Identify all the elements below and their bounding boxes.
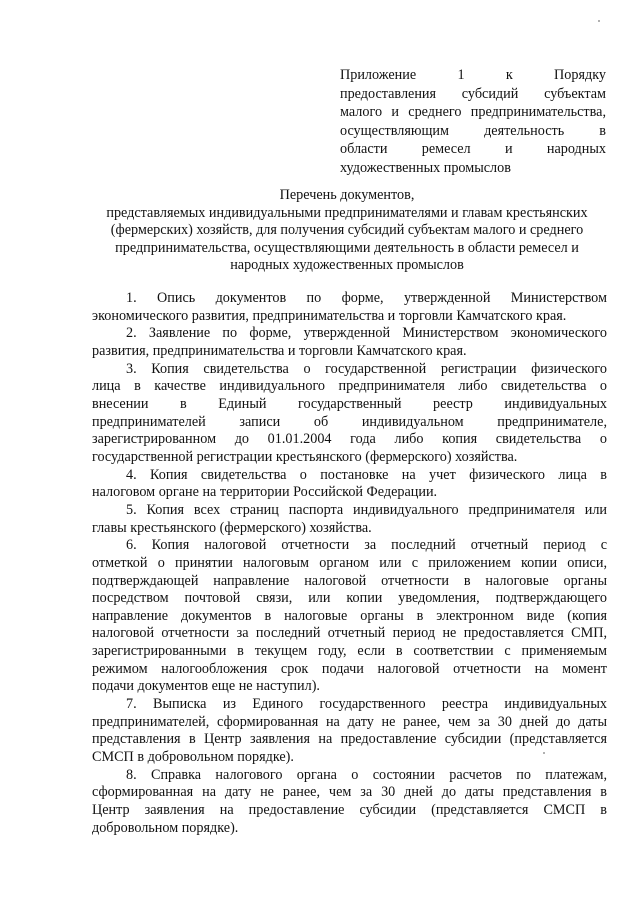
scan-speck [543, 752, 545, 754]
appendix-line: предоставления субсидий субъектам [340, 85, 606, 102]
list-item-line: добровольном порядке). [92, 819, 239, 836]
list-item-line: СМСП в добровольном порядке). [92, 749, 294, 766]
title-line: (фермерских) хозяйств, для получения субсидий субъектам малого и среднего [110, 222, 584, 239]
list-item [92, 537, 607, 696]
list-item-line: предпринимателей, сформированная на дату не ранее, чем за 30 дней до даты [92, 713, 607, 730]
appendix-line: осуществляющим деятельность в [340, 122, 606, 139]
list-item-line: 1. Опись документов по форме, утвержденной Министерством [126, 290, 607, 306]
list-item-line: развития, предпринимательства и торговли Камчатского края. [92, 342, 467, 359]
list-item-line: главы крестьянского (фермерского) хозяйства. [92, 519, 372, 536]
list-item [92, 767, 607, 838]
list-item [92, 696, 607, 767]
list-item-line: внесении в Единый государственный реестр индивидуальных [92, 395, 607, 412]
list-item-line: зарегистрированном до 01.01.2004 года либо копия свидетельства о [92, 431, 607, 448]
list-item-line: государственной регистрации крестьянского (фермерского) хозяйства. [92, 448, 518, 465]
list-item-line: зарегистрированными в текущем году, если в соответствии с применяемым [92, 643, 607, 660]
list-item-line: экономического развития, предпринимательства и торговли Камчатского края. [92, 307, 567, 324]
list-item [92, 502, 607, 537]
appendix-line: художественных промыслов [340, 159, 511, 176]
list-item [92, 325, 607, 360]
list-item-line: предпринимателей записи об индивидуальном предпринимателе, [92, 413, 607, 430]
list-item [92, 467, 607, 502]
list-item-line: посредством почтовой связи, или копии уведомления, подтверждающего [92, 590, 607, 607]
list-item-line: режимом налогообложения срок подачи налоговой отчетности на момент [92, 660, 607, 677]
appendix-line: области ремесел и народных [340, 141, 606, 158]
list-item-line: 3. Копия свидетельства о государственной регистрации физического [126, 360, 607, 377]
list-item [92, 361, 607, 467]
list-item-line: отметкой о принятии налоговым органом или с приложением копии описи, [92, 554, 607, 571]
list-item-line: 2. Заявление по форме, утвержденной Министерством экономического [126, 325, 607, 342]
title-line: представляемых индивидуальными предпринимателями и главам крестьянских [106, 204, 588, 221]
list-item-line: 7. Выписка из Единого государственного реестра индивидуальных [126, 696, 607, 713]
list-item-line: направление документов в налоговые органы в электронном виде (копия [92, 607, 607, 624]
scan-speck [598, 20, 600, 22]
appendix-line: Приложение 1 к Порядку [340, 67, 606, 83]
list-item-line: представления в Центр заявления на предоставление субсидии (представляется [92, 731, 607, 748]
appendix-line: малого и среднего предпринимательства, [340, 104, 606, 121]
list-item-line: 4. Копия свидетельства о постановке на учет физического лица в [126, 466, 607, 483]
list-item-line: налоговом органе на территории Российской Федерации. [92, 484, 438, 501]
list-item-line: 8. Справка налогового органа о состоянии расчетов по платежам, [126, 766, 607, 783]
list-item [92, 290, 607, 325]
list-item-line: подачи документов еще не наступил). [92, 678, 320, 695]
document-title [92, 187, 602, 275]
title-line: Перечень документов, [279, 187, 415, 203]
appendix-header [340, 66, 606, 178]
list-item-line: Центр заявления на предоставление субсидии (представляется СМСП в [92, 802, 607, 819]
list-item-line: лица в качестве индивидуального предпринимателя либо свидетельства о [92, 378, 607, 395]
list-item-line: 6. Копия налоговой отчетности за последний отчетный период с [126, 537, 607, 554]
list-item-line: налоговой отчетности за последний отчетный период не предоставляется СМП, [92, 625, 607, 642]
title-line: народных художественных промыслов [230, 257, 464, 274]
title-line: предпринимательства, осуществляющими деятельность в области ремесел и [115, 239, 579, 256]
list-item-line: сформированная на дату не ранее, чем за 30 дней до даты представления в [92, 784, 607, 801]
list-item-line: подтверждающей направление налоговой отчетности в налоговые органы [92, 572, 607, 589]
list-item-line: 5. Копия всех страниц паспорта индивидуального предпринимателя или [126, 501, 607, 518]
document-list [92, 290, 607, 837]
